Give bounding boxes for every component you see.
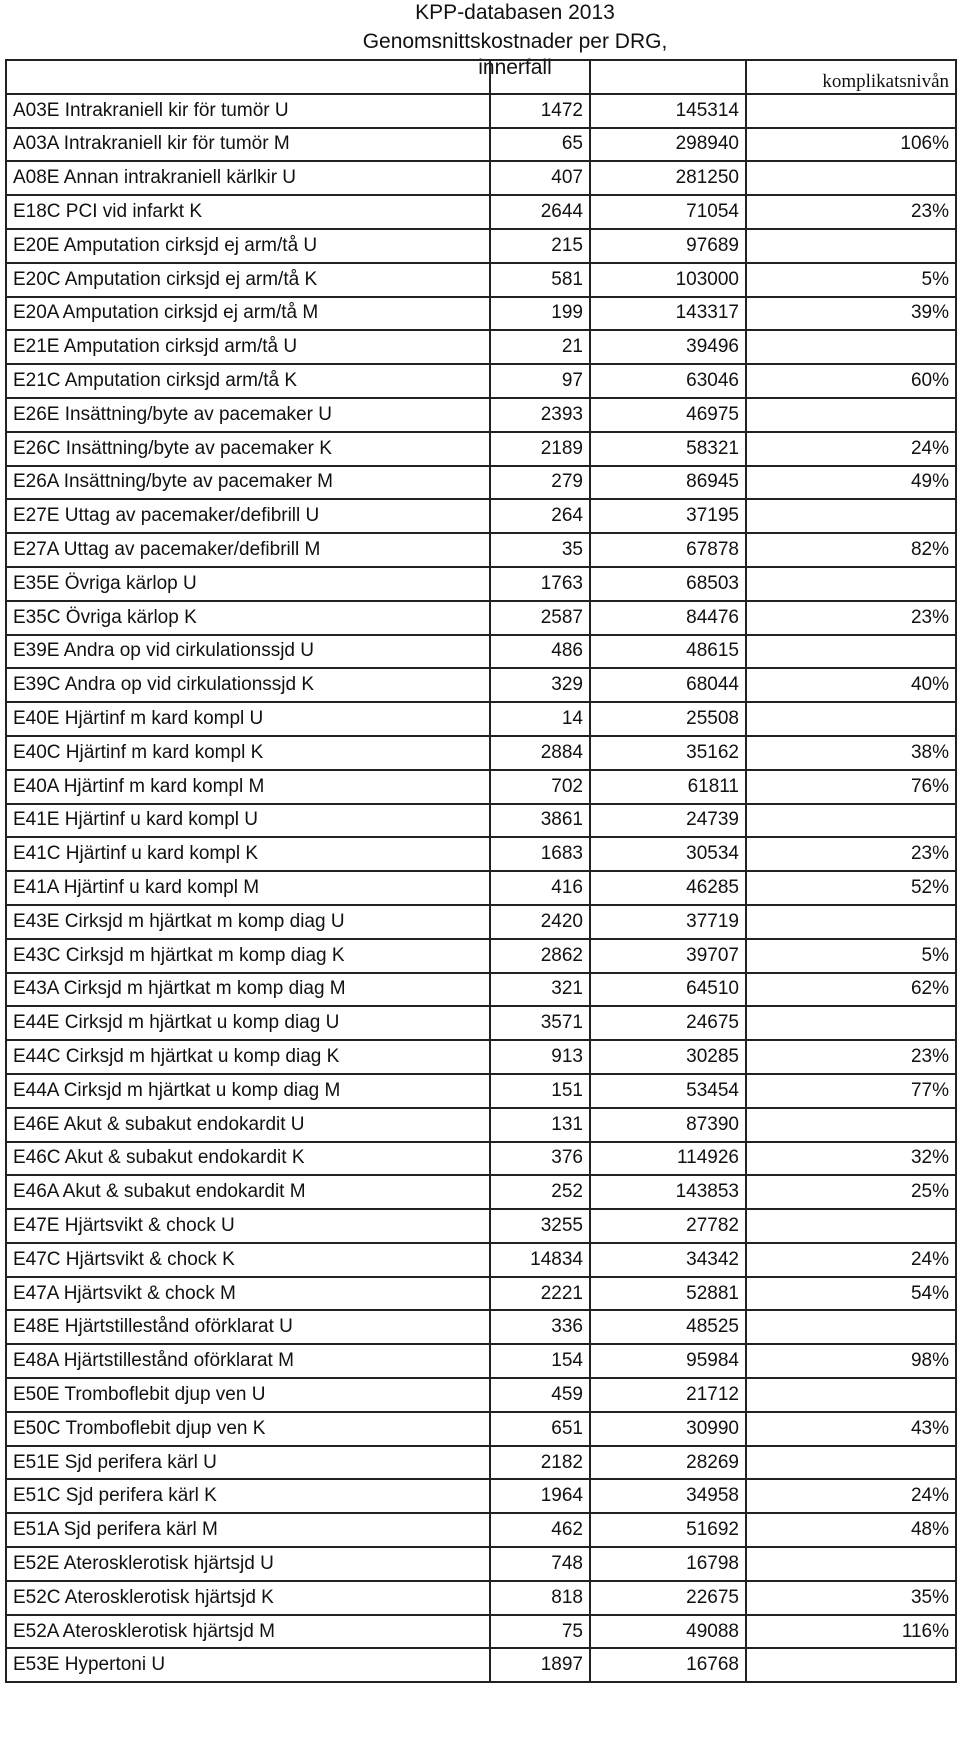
cost-cell: 46975 bbox=[590, 398, 746, 432]
drg-name-cell: A03A Intrakraniell kir för tumör M bbox=[6, 128, 490, 162]
cost-cell: 145314 bbox=[590, 94, 746, 128]
pct-cell: 116% bbox=[746, 1615, 956, 1649]
cost-cell: 30990 bbox=[590, 1412, 746, 1446]
cost-cell: 48525 bbox=[590, 1310, 746, 1344]
pct-cell bbox=[746, 1310, 956, 1344]
pct-cell: 24% bbox=[746, 432, 956, 466]
drg-name-cell: E26A Insättning/byte av pacemaker M bbox=[6, 466, 490, 500]
pct-cell: 24% bbox=[746, 1479, 956, 1513]
count-cell: 748 bbox=[490, 1547, 590, 1581]
drg-name-cell: E18C PCI vid infarkt K bbox=[6, 195, 490, 229]
count-cell: 279 bbox=[490, 466, 590, 500]
cost-cell: 281250 bbox=[590, 161, 746, 195]
count-cell: 416 bbox=[490, 871, 590, 905]
table-row bbox=[6, 1040, 956, 1074]
count-cell: 462 bbox=[490, 1513, 590, 1547]
count-cell: 154 bbox=[490, 1344, 590, 1378]
cost-cell: 143317 bbox=[590, 297, 746, 331]
pct-cell: 5% bbox=[746, 263, 956, 297]
pct-cell: 38% bbox=[746, 736, 956, 770]
table-row bbox=[6, 1479, 956, 1513]
drg-name-cell: E52E Aterosklerotisk hjärtsjd U bbox=[6, 1547, 490, 1581]
cost-cell: 28269 bbox=[590, 1446, 746, 1480]
count-cell: 75 bbox=[490, 1615, 590, 1649]
count-cell: 97 bbox=[490, 364, 590, 398]
pct-cell: 82% bbox=[746, 533, 956, 567]
table-row bbox=[6, 1615, 956, 1649]
pct-cell: 40% bbox=[746, 668, 956, 702]
table-row bbox=[6, 905, 956, 939]
drg-name-cell: E47C Hjärtsvikt & chock K bbox=[6, 1243, 490, 1277]
drg-name-cell: E20A Amputation cirksjd ej arm/tå M bbox=[6, 297, 490, 331]
drg-name-cell: E39C Andra op vid cirkulationssjd K bbox=[6, 668, 490, 702]
drg-name-cell: E43A Cirksjd m hjärtkat m komp diag M bbox=[6, 973, 490, 1007]
cost-cell: 48615 bbox=[590, 635, 746, 669]
table-row bbox=[6, 635, 956, 669]
pct-cell: 48% bbox=[746, 1513, 956, 1547]
count-cell: 131 bbox=[490, 1108, 590, 1142]
cost-cell: 34342 bbox=[590, 1243, 746, 1277]
cost-cell: 114926 bbox=[590, 1142, 746, 1176]
count-cell: 702 bbox=[490, 770, 590, 804]
table-row bbox=[6, 297, 956, 331]
count-cell: 336 bbox=[490, 1310, 590, 1344]
drg-name-cell: E20C Amputation cirksjd ej arm/tå K bbox=[6, 263, 490, 297]
cost-cell: 52881 bbox=[590, 1277, 746, 1311]
count-cell: 264 bbox=[490, 499, 590, 533]
pct-cell: 60% bbox=[746, 364, 956, 398]
table-row bbox=[6, 128, 956, 162]
cost-cell: 61811 bbox=[590, 770, 746, 804]
count-cell: 1763 bbox=[490, 567, 590, 601]
drg-name-cell: E35C Övriga kärlop K bbox=[6, 601, 490, 635]
pct-cell: 52% bbox=[746, 871, 956, 905]
drg-name-cell: E43C Cirksjd m hjärtkat m komp diag K bbox=[6, 939, 490, 973]
cost-cell: 51692 bbox=[590, 1513, 746, 1547]
count-cell: 2182 bbox=[490, 1446, 590, 1480]
cost-cell: 68044 bbox=[590, 668, 746, 702]
drg-name-cell: E48A Hjärtstillestånd oförklarat M bbox=[6, 1344, 490, 1378]
table-row bbox=[6, 1074, 956, 1108]
drg-name-cell: E27E Uttag av pacemaker/defibrill U bbox=[6, 499, 490, 533]
count-cell: 252 bbox=[490, 1175, 590, 1209]
count-cell: 2221 bbox=[490, 1277, 590, 1311]
pct-cell: 24% bbox=[746, 1243, 956, 1277]
cost-cell: 97689 bbox=[590, 229, 746, 263]
drg-name-cell: E40A Hjärtinf m kard kompl M bbox=[6, 770, 490, 804]
count-cell: 3255 bbox=[490, 1209, 590, 1243]
pct-cell: 76% bbox=[746, 770, 956, 804]
drg-name-cell: E20E Amputation cirksjd ej arm/tå U bbox=[6, 229, 490, 263]
table-row bbox=[6, 837, 956, 871]
pct-cell bbox=[746, 1006, 956, 1040]
cost-cell: 95984 bbox=[590, 1344, 746, 1378]
drg-name-cell: E46E Akut & subakut endokardit U bbox=[6, 1108, 490, 1142]
table-row bbox=[6, 1547, 956, 1581]
count-cell: 407 bbox=[490, 161, 590, 195]
pct-cell bbox=[746, 330, 956, 364]
table-row bbox=[6, 195, 956, 229]
count-cell: 2420 bbox=[490, 905, 590, 939]
pct-cell bbox=[746, 1446, 956, 1480]
drg-name-cell: A03E Intrakraniell kir för tumör U bbox=[6, 94, 490, 128]
header-cell-empty bbox=[590, 60, 746, 94]
pct-cell: 23% bbox=[746, 1040, 956, 1074]
drg-name-cell: E39E Andra op vid cirkulationssjd U bbox=[6, 635, 490, 669]
table-row bbox=[6, 466, 956, 500]
table-row bbox=[6, 1378, 956, 1412]
count-cell: 1964 bbox=[490, 1479, 590, 1513]
drg-name-cell: E26E Insättning/byte av pacemaker U bbox=[6, 398, 490, 432]
drg-name-cell: E46A Akut & subakut endokardit M bbox=[6, 1175, 490, 1209]
cost-cell: 24739 bbox=[590, 804, 746, 838]
table-row bbox=[6, 702, 956, 736]
table-row bbox=[6, 1412, 956, 1446]
cost-cell: 27782 bbox=[590, 1209, 746, 1243]
column-header-komplikatsnivan: komplikatsnivån bbox=[746, 60, 956, 94]
count-cell: 376 bbox=[490, 1142, 590, 1176]
table-row bbox=[6, 1142, 956, 1176]
cost-cell: 34958 bbox=[590, 1479, 746, 1513]
pct-cell bbox=[746, 161, 956, 195]
pct-cell bbox=[746, 499, 956, 533]
header-cell-empty bbox=[6, 60, 490, 94]
drg-name-cell: E21C Amputation cirksjd arm/tå K bbox=[6, 364, 490, 398]
table-row bbox=[6, 1175, 956, 1209]
count-cell: 151 bbox=[490, 1074, 590, 1108]
table-row bbox=[6, 1310, 956, 1344]
pct-cell: 43% bbox=[746, 1412, 956, 1446]
drg-name-cell: E51C Sjd perifera kärl K bbox=[6, 1479, 490, 1513]
cost-cell: 22675 bbox=[590, 1581, 746, 1615]
cost-cell: 67878 bbox=[590, 533, 746, 567]
table-row bbox=[6, 1344, 956, 1378]
pct-cell: 62% bbox=[746, 973, 956, 1007]
pct-cell bbox=[746, 398, 956, 432]
cost-cell: 16798 bbox=[590, 1547, 746, 1581]
pct-cell bbox=[746, 229, 956, 263]
pct-cell: 25% bbox=[746, 1175, 956, 1209]
drg-name-cell: E44C Cirksjd m hjärtkat u komp diag K bbox=[6, 1040, 490, 1074]
count-cell: 65 bbox=[490, 128, 590, 162]
pct-cell bbox=[746, 1547, 956, 1581]
cost-cell: 58321 bbox=[590, 432, 746, 466]
cost-cell: 39496 bbox=[590, 330, 746, 364]
pct-cell bbox=[746, 804, 956, 838]
table-row bbox=[6, 601, 956, 635]
cost-cell: 39707 bbox=[590, 939, 746, 973]
drg-name-cell: E47A Hjärtsvikt & chock M bbox=[6, 1277, 490, 1311]
table-body bbox=[6, 60, 956, 1682]
count-cell: 486 bbox=[490, 635, 590, 669]
drg-name-cell: E46C Akut & subakut endokardit K bbox=[6, 1142, 490, 1176]
cost-cell: 143853 bbox=[590, 1175, 746, 1209]
table-row bbox=[6, 1446, 956, 1480]
pct-cell: 98% bbox=[746, 1344, 956, 1378]
cost-cell: 49088 bbox=[590, 1615, 746, 1649]
pct-cell: 23% bbox=[746, 837, 956, 871]
table-row bbox=[6, 1277, 956, 1311]
table-row bbox=[6, 770, 956, 804]
pct-cell bbox=[746, 905, 956, 939]
drg-name-cell: E50E Tromboflebit djup ven U bbox=[6, 1378, 490, 1412]
count-cell: 1683 bbox=[490, 837, 590, 871]
count-cell: 1472 bbox=[490, 94, 590, 128]
pct-cell bbox=[746, 1648, 956, 1682]
count-cell: 215 bbox=[490, 229, 590, 263]
table-row bbox=[6, 1209, 956, 1243]
page-subtitle: Genomsnittskostnader per DRG, innerfall bbox=[362, 30, 668, 79]
table-row bbox=[6, 161, 956, 195]
pct-cell: 49% bbox=[746, 466, 956, 500]
pct-cell bbox=[746, 94, 956, 128]
count-cell: 2189 bbox=[490, 432, 590, 466]
count-cell: 2862 bbox=[490, 939, 590, 973]
pct-cell: 23% bbox=[746, 195, 956, 229]
drg-name-cell: E44A Cirksjd m hjärtkat u komp diag M bbox=[6, 1074, 490, 1108]
cost-cell: 87390 bbox=[590, 1108, 746, 1142]
table-row bbox=[6, 668, 956, 702]
cost-cell: 30534 bbox=[590, 837, 746, 871]
table-row bbox=[6, 804, 956, 838]
table-row bbox=[6, 330, 956, 364]
cost-cell: 84476 bbox=[590, 601, 746, 635]
table-row bbox=[6, 533, 956, 567]
drg-name-cell: E26C Insättning/byte av pacemaker K bbox=[6, 432, 490, 466]
cost-cell: 37195 bbox=[590, 499, 746, 533]
drg-name-cell: E40E Hjärtinf m kard kompl U bbox=[6, 702, 490, 736]
drg-name-cell: E52A Aterosklerotisk hjärtsjd M bbox=[6, 1615, 490, 1649]
drg-name-cell: E35E Övriga kärlop U bbox=[6, 567, 490, 601]
cost-cell: 298940 bbox=[590, 128, 746, 162]
drg-name-cell: A08E Annan intrakraniell kärlkir U bbox=[6, 161, 490, 195]
table-row bbox=[6, 1006, 956, 1040]
pct-cell: 54% bbox=[746, 1277, 956, 1311]
table-row bbox=[6, 736, 956, 770]
count-cell: 3571 bbox=[490, 1006, 590, 1040]
cost-cell: 46285 bbox=[590, 871, 746, 905]
count-cell: 818 bbox=[490, 1581, 590, 1615]
table-row bbox=[6, 229, 956, 263]
count-cell: 1897 bbox=[490, 1648, 590, 1682]
count-cell: 2587 bbox=[490, 601, 590, 635]
table-row bbox=[6, 1108, 956, 1142]
pct-cell: 23% bbox=[746, 601, 956, 635]
table-row bbox=[6, 499, 956, 533]
count-cell: 651 bbox=[490, 1412, 590, 1446]
drg-name-cell: E50C Tromboflebit djup ven K bbox=[6, 1412, 490, 1446]
header-cell-empty bbox=[490, 60, 590, 94]
cost-cell: 37719 bbox=[590, 905, 746, 939]
count-cell: 2393 bbox=[490, 398, 590, 432]
count-cell: 581 bbox=[490, 263, 590, 297]
table-row bbox=[6, 1648, 956, 1682]
pct-cell: 32% bbox=[746, 1142, 956, 1176]
count-cell: 14834 bbox=[490, 1243, 590, 1277]
count-cell: 459 bbox=[490, 1378, 590, 1412]
pct-cell bbox=[746, 702, 956, 736]
drg-name-cell: E53E Hypertoni U bbox=[6, 1648, 490, 1682]
count-cell: 199 bbox=[490, 297, 590, 331]
drg-name-cell: E51A Sjd perifera kärl M bbox=[6, 1513, 490, 1547]
table-row bbox=[6, 871, 956, 905]
table-row bbox=[6, 1243, 956, 1277]
count-cell: 21 bbox=[490, 330, 590, 364]
table-row bbox=[6, 432, 956, 466]
pct-cell bbox=[746, 1378, 956, 1412]
pct-cell: 39% bbox=[746, 297, 956, 331]
cost-cell: 103000 bbox=[590, 263, 746, 297]
drg-name-cell: E41C Hjärtinf u kard kompl K bbox=[6, 837, 490, 871]
count-cell: 913 bbox=[490, 1040, 590, 1074]
cost-cell: 24675 bbox=[590, 1006, 746, 1040]
cost-cell: 16768 bbox=[590, 1648, 746, 1682]
table-row bbox=[6, 263, 956, 297]
cost-cell: 64510 bbox=[590, 973, 746, 1007]
cost-cell: 25508 bbox=[590, 702, 746, 736]
table-row bbox=[6, 94, 956, 128]
table-row bbox=[6, 567, 956, 601]
drg-name-cell: E40C Hjärtinf m kard kompl K bbox=[6, 736, 490, 770]
drg-name-cell: E52C Aterosklerotisk hjärtsjd K bbox=[6, 1581, 490, 1615]
table-header-row bbox=[6, 60, 956, 94]
cost-cell: 86945 bbox=[590, 466, 746, 500]
drg-cost-table bbox=[5, 59, 957, 1683]
cost-cell: 71054 bbox=[590, 195, 746, 229]
cost-cell: 63046 bbox=[590, 364, 746, 398]
table-row bbox=[6, 1581, 956, 1615]
pct-cell bbox=[746, 635, 956, 669]
count-cell: 329 bbox=[490, 668, 590, 702]
table-row bbox=[6, 1513, 956, 1547]
cost-cell: 21712 bbox=[590, 1378, 746, 1412]
drg-name-cell: E21E Amputation cirksjd arm/tå U bbox=[6, 330, 490, 364]
count-cell: 321 bbox=[490, 973, 590, 1007]
drg-name-cell: E51E Sjd perifera kärl U bbox=[6, 1446, 490, 1480]
count-cell: 3861 bbox=[490, 804, 590, 838]
cost-cell: 35162 bbox=[590, 736, 746, 770]
drg-name-cell: E47E Hjärtsvikt & chock U bbox=[6, 1209, 490, 1243]
table-row bbox=[6, 973, 956, 1007]
drg-name-cell: E41E Hjärtinf u kard kompl U bbox=[6, 804, 490, 838]
cost-cell: 68503 bbox=[590, 567, 746, 601]
pct-cell bbox=[746, 567, 956, 601]
count-cell: 2884 bbox=[490, 736, 590, 770]
pct-cell: 77% bbox=[746, 1074, 956, 1108]
drg-name-cell: E44E Cirksjd m hjärtkat u komp diag U bbox=[6, 1006, 490, 1040]
pct-cell bbox=[746, 1108, 956, 1142]
pct-cell: 5% bbox=[746, 939, 956, 973]
cost-cell: 30285 bbox=[590, 1040, 746, 1074]
pct-cell: 106% bbox=[746, 128, 956, 162]
drg-name-cell: E27A Uttag av pacemaker/defibrill M bbox=[6, 533, 490, 567]
drg-name-cell: E48E Hjärtstillestånd oförklarat U bbox=[6, 1310, 490, 1344]
count-cell: 14 bbox=[490, 702, 590, 736]
drg-name-cell: E41A Hjärtinf u kard kompl M bbox=[6, 871, 490, 905]
cost-cell: 53454 bbox=[590, 1074, 746, 1108]
table-row bbox=[6, 398, 956, 432]
count-cell: 35 bbox=[490, 533, 590, 567]
drg-name-cell: E43E Cirksjd m hjärtkat m komp diag U bbox=[6, 905, 490, 939]
pct-cell bbox=[746, 1209, 956, 1243]
table-row bbox=[6, 939, 956, 973]
pct-cell: 35% bbox=[746, 1581, 956, 1615]
page-title: KPP-databasen 2013 bbox=[415, 1, 615, 24]
count-cell: 2644 bbox=[490, 195, 590, 229]
table-row bbox=[6, 364, 956, 398]
